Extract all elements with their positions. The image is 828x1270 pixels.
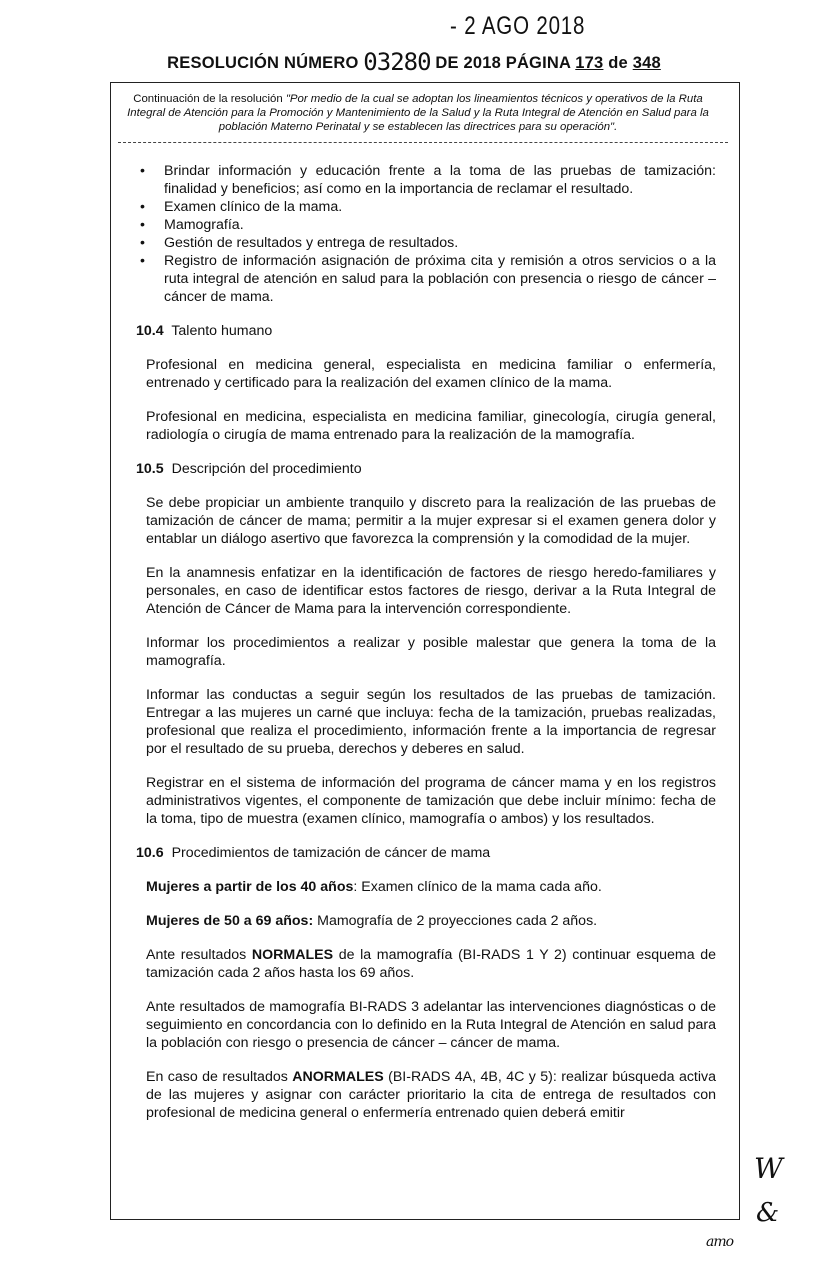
paragraph: Se debe propiciar un ambiente tranquilo y discreto para la realización de las pruebas de tamización de cáncer de mama; permitir a la mujer expresar si el examen genera dolor y entablar un diálogo asertivo que favorezca la comprensión y la comodidad de la mujer. xyxy=(146,495,716,547)
margin-ampersand-mark: & xyxy=(756,1198,780,1228)
list-item: • Brindar información y educación frente a la toma de las pruebas de tamización: finalidad y beneficios; así como en la importancia de reclamar el resultado. xyxy=(140,163,716,197)
list-item: • Registro de información asignación de próxima cita y remisión a otros servicios o a la ruta integral de atención en salud para la población con presencia o riesgo de cáncer – cáncer de mama. xyxy=(140,253,716,305)
paragraph: Profesional en medicina general, especialista en medicina familiar o enfermería, entrenado y certificado para la realización del examen clínico de la mama. xyxy=(146,357,716,391)
list-item: • Examen clínico de la mama. xyxy=(140,199,343,215)
list-item: • Gestión de resultados y entrega de resultados. xyxy=(140,235,459,251)
header-prefix: RESOLUCIÓN NÚMERO xyxy=(167,54,359,72)
paragraph: Informar los procedimientos a realizar y posible malestar que genera la toma de la mamografía. xyxy=(146,635,716,669)
paragraph: Ante resultados NORMALES de la mamografía (BI-RADS 1 Y 2) continuar esquema de tamización cada 2 años hasta los 69 años. xyxy=(146,947,716,981)
intro-caption xyxy=(118,92,718,134)
section-heading-10-5: 10.5 Descripción del procedimiento xyxy=(136,461,362,477)
intro-lead: Continuación de la resolución xyxy=(133,93,283,105)
margin-signature-mark: amo xyxy=(706,1234,734,1250)
section-heading-10-6: 10.6 Procedimientos de tamización de cáncer de mama xyxy=(136,845,491,861)
resolution-number: 03280 xyxy=(363,48,431,76)
stamp-dash: - xyxy=(450,12,458,40)
intro-italic: "Por medio de la cual se adoptan los lineamientos técnicos y operativos de la Ruta Integral de Atención para la Promoción y Mantenimiento de la Salud y la Ruta Integral de Atención en Salud para la población Materno Perinatal y se establecen las directrices para su operación". xyxy=(127,93,709,133)
total-pages: 348 xyxy=(632,54,661,72)
paragraph: Mujeres a partir de los 40 años: Examen clínico de la mama cada año. xyxy=(146,879,602,895)
body-content xyxy=(136,162,717,1138)
header-year-part: DE 2018 PÁGINA xyxy=(435,54,571,72)
paragraph: En caso de resultados ANORMALES (BI-RADS 4A, 4B, 4C y 5): realizar búsqueda activa de las mujeres y asignar con carácter prioritario la cita de entrega de resultados con profesional de medicina general o enfermería entrenado quien deberá emitir xyxy=(146,1069,717,1121)
section-heading-10-4: 10.4 Talento humano xyxy=(136,323,273,339)
page-header xyxy=(0,48,828,76)
page-number: 173 xyxy=(575,54,604,72)
bullet-list xyxy=(140,162,716,306)
paragraph: Ante resultados de mamografía BI-RADS 3 adelantar las intervenciones diagnósticas o de seguimiento en concordancia con lo definido en la Ruta Integral de Atención en salud para la población con riesgo o presencia de cáncer – cáncer de mama. xyxy=(146,999,716,1051)
paragraph: En la anamnesis enfatizar en la identificación de factores de riesgo heredo-familiares y personales, en caso de identificar estos factores de riesgo, derivar a la Ruta Integral de Atención de Cáncer de Mama para la intervención correspondiente. xyxy=(146,565,716,617)
stamp-date: 2 AGO 2018 xyxy=(464,12,586,40)
paragraph: Mujeres de 50 a 69 años: Mamografía de 2 proyecciones cada 2 años. xyxy=(146,913,598,929)
paragraph: Informar las conductas a seguir según los resultados de las pruebas de tamización. Entregar a las mujeres un carné que incluya: fecha de la tamización, pruebas realizadas, profesional que realiza el procedimiento, información frente a la importancia de regresar por el resultado de su prueba, derechos y deberes en salud. xyxy=(146,687,716,757)
paragraph: Profesional en medicina, especialista en medicina familiar, ginecología, cirugía general, radiología o cirugía de mama entrenado para la realización de la mamografía. xyxy=(146,409,716,443)
date-stamp xyxy=(450,12,585,41)
list-item: • Mamografía. xyxy=(140,217,244,233)
divider xyxy=(118,142,728,143)
paragraph: Registrar en el sistema de información del programa de cáncer mama y en los registros administrativos vigentes, el componente de tamización que debe incluir mínimo: fecha de la toma, tipo de muestra (examen clínico, mamografía o ambos) y los resultados. xyxy=(146,775,716,827)
header-of: de xyxy=(608,54,628,72)
margin-initial-mark: W xyxy=(754,1152,783,1185)
